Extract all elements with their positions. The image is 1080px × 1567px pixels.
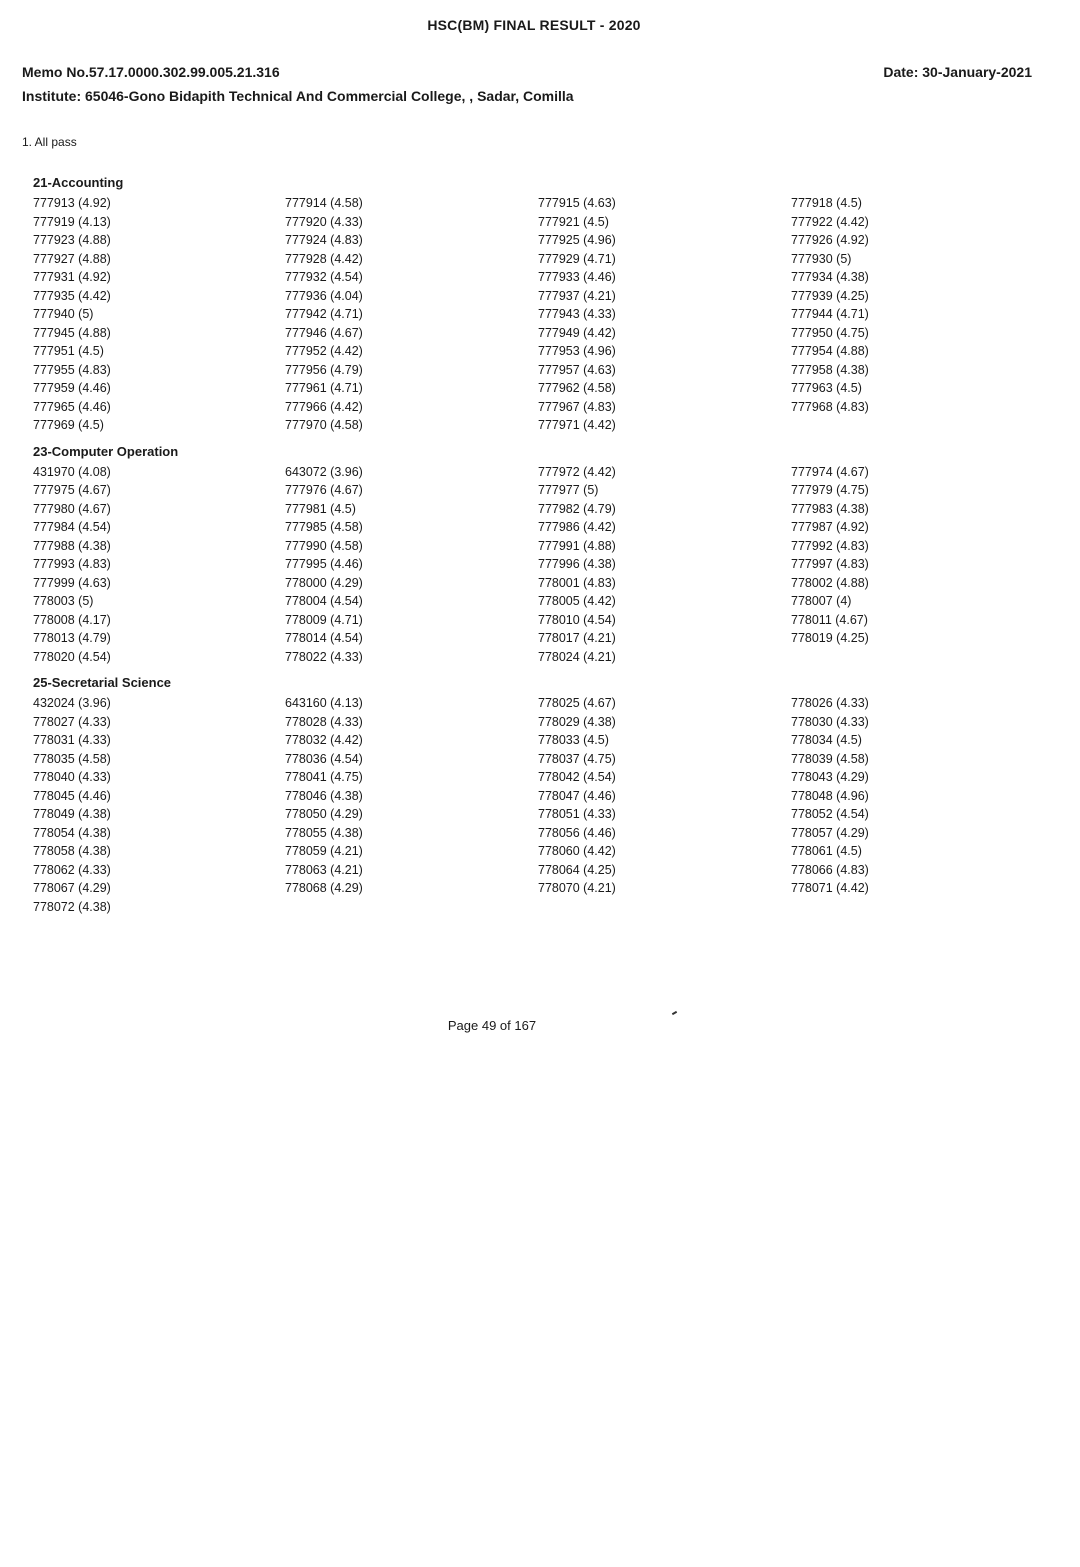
result-grid [30,463,1040,667]
result-entry: 777954 (4.88) [791,344,869,358]
result-entry: 778058 (4.38) [33,844,111,858]
result-entry: 777982 (4.79) [538,501,616,516]
result-entry: 778028 (4.33) [285,714,363,729]
result-entry: 777920 (4.33) [285,214,363,229]
result-entry: 777955 (4.83) [33,362,111,377]
result-date: Date: 30-January-2021 [883,64,1032,80]
result-entry: 777915 (4.63) [538,196,616,210]
result-entry: 778059 (4.21) [285,844,363,858]
result-entry: 777967 (4.83) [538,399,616,414]
pass-status: 1. All pass [22,135,77,149]
result-entry: 777966 (4.42) [285,399,363,414]
result-entry: 777946 (4.67) [285,325,363,340]
result-entry: 777962 (4.58) [538,381,616,395]
result-entry: 778024 (4.21) [538,649,616,664]
result-entry: 778043 (4.29) [791,770,869,784]
result-entry: 777961 (4.71) [285,381,363,395]
section-secretarial-science [30,672,1040,916]
result-entry: 778051 (4.33) [538,807,616,821]
result-entry: 778031 (4.33) [33,733,111,747]
result-entry: 777921 (4.5) [538,214,609,229]
result-entry: 777996 (4.38) [538,557,616,571]
result-entry: 777953 (4.96) [538,344,616,358]
result-entry: 777924 (4.83) [285,233,363,247]
result-entry: 778067 (4.29) [33,881,111,895]
result-entry: 777952 (4.42) [285,344,363,358]
result-entry: 777979 (4.75) [791,483,869,497]
result-entry: 778036 (4.54) [285,751,363,766]
result-entry: 778046 (4.38) [285,788,363,803]
result-entry: 778022 (4.33) [285,649,363,664]
result-entry: 777935 (4.42) [33,288,111,303]
result-entry: 777922 (4.42) [791,214,869,229]
page-title: HSC(BM) FINAL RESULT - 2020 [427,17,641,33]
result-entry: 778056 (4.46) [538,825,616,840]
result-entry: 777944 (4.71) [791,307,869,321]
result-entry: 777969 (4.5) [33,418,104,432]
result-entry: 778040 (4.33) [33,770,111,784]
result-entry: 777958 (4.38) [791,362,869,377]
result-entry: 777992 (4.83) [791,538,869,553]
result-entry: 778026 (4.33) [791,696,869,710]
result-entry: 778005 (4.42) [538,594,616,608]
result-entry: 777940 (5) [33,307,94,321]
section-title: 21-Accounting [33,175,124,190]
result-entry: 777970 (4.58) [285,418,363,432]
result-entry: 778064 (4.25) [538,862,616,877]
result-entry: 778017 (4.21) [538,631,616,645]
result-entry: 431970 (4.08) [33,464,111,479]
result-entry: 777927 (4.88) [33,251,111,266]
result-entry: 777932 (4.54) [285,270,363,284]
result-entry: 777951 (4.5) [33,344,104,358]
result-entry: 778047 (4.46) [538,788,616,803]
result-entry: 777923 (4.88) [33,233,111,247]
result-entry: 778049 (4.38) [33,807,111,821]
result-entry: 778020 (4.54) [33,649,111,664]
institute-name: Institute: 65046-Gono Bidapith Technical And Commercial College, , Sadar, Comilla [22,88,574,104]
memo-number: Memo No.57.17.0000.302.99.005.21.316 [22,64,280,80]
result-entry: 778008 (4.17) [33,612,111,627]
result-entry: 777914 (4.58) [285,196,363,210]
result-entry: 778033 (4.5) [538,733,609,747]
result-entry: 778072 (4.38) [33,899,111,914]
result-entry: 778048 (4.96) [791,788,869,803]
result-entry: 777974 (4.67) [791,464,869,479]
result-entry: 778055 (4.38) [285,825,363,840]
result-entry: 777990 (4.58) [285,538,363,553]
result-entry: 777939 (4.25) [791,288,869,303]
result-entry: 778003 (5) [33,594,94,608]
result-entry: 778014 (4.54) [285,631,363,645]
result-entry: 778063 (4.21) [285,862,363,877]
result-entry: 778013 (4.79) [33,631,111,645]
result-entry: 777942 (4.71) [285,307,363,321]
page-number: Page 49 of 167 [447,1018,537,1033]
result-entry: 778057 (4.29) [791,825,869,840]
result-entry: 777980 (4.67) [33,501,111,516]
result-entry: 778025 (4.67) [538,696,616,710]
result-entry: 778054 (4.38) [33,825,111,840]
result-entry: 778039 (4.58) [791,751,869,766]
result-entry: 777976 (4.67) [285,483,363,497]
result-entry: 777968 (4.83) [791,399,869,414]
result-grid [30,694,1040,916]
result-entry: 777949 (4.42) [538,325,616,340]
result-entry: 778030 (4.33) [791,714,869,729]
result-entry: 778011 (4.67) [791,612,868,627]
result-entry: 778027 (4.33) [33,714,111,729]
result-entry: 777925 (4.96) [538,233,616,247]
result-entry: 778032 (4.42) [285,733,363,747]
section-computer-operation [30,441,1040,667]
result-entry: 777997 (4.83) [791,557,869,571]
result-entry: 777999 (4.63) [33,575,111,590]
result-entry: 778004 (4.54) [285,594,363,608]
result-entry: 777937 (4.21) [538,288,616,303]
result-entry: 778060 (4.42) [538,844,616,858]
result-entry: 643160 (4.13) [285,696,363,710]
result-entry: 777928 (4.42) [285,251,363,266]
result-entry: 643072 (3.96) [285,464,363,479]
result-entry: 778041 (4.75) [285,770,363,784]
result-entry: 778068 (4.29) [285,881,363,895]
result-entry: 777971 (4.42) [538,418,616,432]
result-entry: 778000 (4.29) [285,575,363,590]
result-entry: 777934 (4.38) [791,270,869,284]
result-entry: 777956 (4.79) [285,362,363,377]
result-entry: 777972 (4.42) [538,464,616,479]
result-entry: 777933 (4.46) [538,270,616,284]
result-entry: 777963 (4.5) [791,381,862,395]
result-entry: 777988 (4.38) [33,538,111,553]
result-entry: 778002 (4.88) [791,575,869,590]
result-entry: 777991 (4.88) [538,538,616,553]
result-entry: 778050 (4.29) [285,807,363,821]
result-entry: 777985 (4.58) [285,520,363,534]
result-entry: 777995 (4.46) [285,557,363,571]
result-entry: 777913 (4.92) [33,196,111,210]
result-entry: 777930 (5) [791,251,852,266]
result-entry: 778007 (4) [791,594,852,608]
result-entry: 777919 (4.13) [33,214,111,229]
result-entry: 777936 (4.04) [285,288,363,303]
result-entry: 777943 (4.33) [538,307,616,321]
result-entry: 778066 (4.83) [791,862,869,877]
result-entry: 432024 (3.96) [33,696,111,710]
result-entry: 777965 (4.46) [33,399,111,414]
result-entry: 778062 (4.33) [33,862,111,877]
results-list [30,172,1040,922]
result-entry: 777959 (4.46) [33,381,111,395]
scan-mark [672,1011,677,1015]
result-entry: 777984 (4.54) [33,520,111,534]
section-title: 25-Secretarial Science [33,675,172,690]
result-entry: 778071 (4.42) [791,881,869,895]
result-entry: 778042 (4.54) [538,770,616,784]
result-entry: 777918 (4.5) [791,196,862,210]
result-entry: 778061 (4.5) [791,844,862,858]
result-entry: 778029 (4.38) [538,714,616,729]
result-entry: 777931 (4.92) [33,270,111,284]
result-entry: 777981 (4.5) [285,501,356,516]
result-entry: 777993 (4.83) [33,557,111,571]
result-entry: 777986 (4.42) [538,520,616,534]
section-title: 23-Computer Operation [33,443,179,459]
result-entry: 777977 (5) [538,483,599,497]
result-entry: 777950 (4.75) [791,325,869,340]
result-entry: 778019 (4.25) [791,631,869,645]
result-entry: 777975 (4.67) [33,483,111,497]
result-entry: 778001 (4.83) [538,575,616,590]
result-entry: 778034 (4.5) [791,733,862,747]
result-grid [30,194,1040,435]
result-entry: 778037 (4.75) [538,751,616,766]
section-accounting [30,172,1040,435]
result-entry: 778070 (4.21) [538,881,616,895]
result-entry: 778045 (4.46) [33,788,111,803]
result-entry: 778010 (4.54) [538,612,616,627]
result-entry: 777945 (4.88) [33,325,111,340]
result-entry: 778035 (4.58) [33,751,111,766]
result-entry: 777987 (4.92) [791,520,869,534]
result-entry: 777926 (4.92) [791,233,869,247]
result-entry: 778009 (4.71) [285,612,363,627]
result-entry: 777929 (4.71) [538,251,616,266]
result-entry: 778052 (4.54) [791,807,869,821]
result-entry: 777957 (4.63) [538,362,616,377]
result-entry: 777983 (4.38) [791,501,869,516]
